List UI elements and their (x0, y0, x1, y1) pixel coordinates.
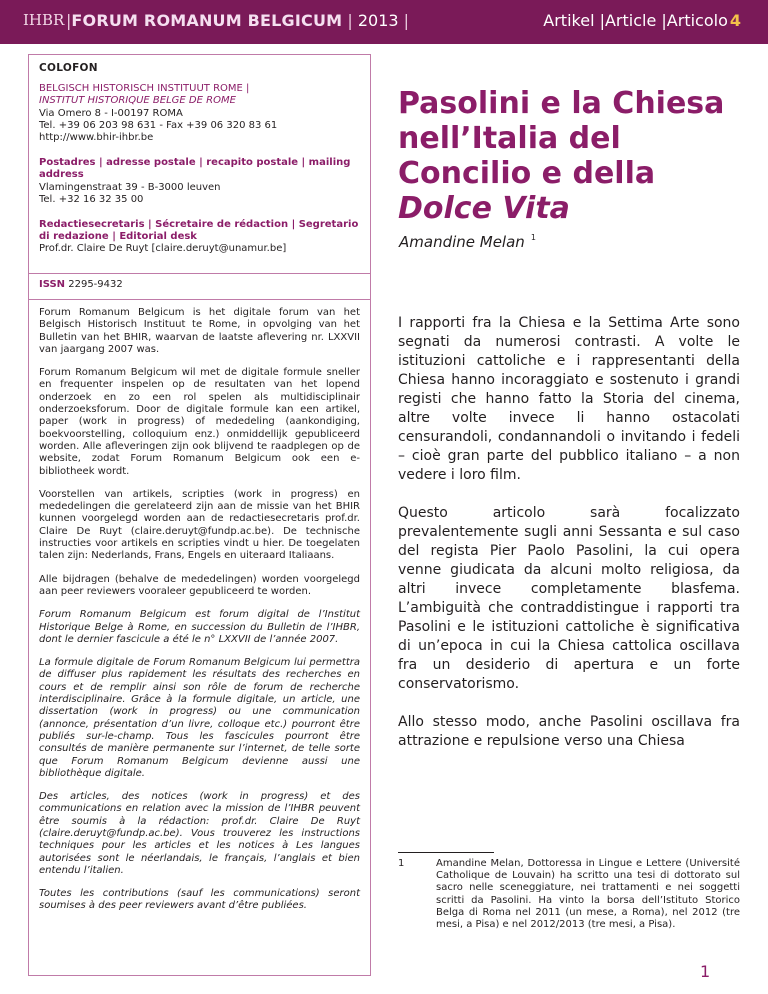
nl-paragraph-3: Voorstellen van artikels, scripties (work in progress) en mededelingen die gerelateerd zijn aan de missie van het BHIR kunnen voorgelegd worden aan de redactiesecretaris prof.dr. Claire De Ruyt (claire.deruyt@fundp.ac.be). De technische instructies voor artikels en scripties vindt u hier. De toegelaten talen zijn: Nederlands, Frans, Engels en uiteraard Italiaans. (39, 488, 360, 562)
postal-street: Vlamingenstraat 39 - B-3000 leuven (39, 181, 221, 193)
postal-heading: Postadres | adresse postale | recapito postale | mailing address (39, 157, 351, 181)
nl-paragraph-2: Forum Romanum Belgicum wil met de digitale formule sneller en frequenter inspelen op de resultaten van het lopend onderzoek en zo een rol spelen als multidisciplinair onderzoeksforum. Door de digitale formule kan een artikel, paper (work in progress) of mededeling (aankondiging, boekvoorstelling, colloquium enz.) onmiddellijk gepubliceerd worden. Alle afleveringen zijn ook blijvend te raadplegen op de website, zodat Forum Romanum Belgicum ook een e-bibliotheek wordt. (39, 367, 360, 477)
institute-fr: INSTITUT HISTORIQUE BELGE DE ROME (39, 95, 236, 107)
secretary-block (39, 219, 360, 256)
body-paragraph-1: I rapporti fra la Chiesa e la Settima Arte sono segnati da numerosi contrasti. A volte le istituzioni cattoliche e i rappresentanti della Chiesa hanno incoraggiato e sostenuto i grandi registi che hanno fatto la Storia del cinema, altre volte invece li hanno ostacolati censurandoli, condannandoli o invitando i fedeli – cioè gran parte del pubblico italiano – a non vedere i loro film. (398, 315, 740, 483)
institute-website[interactable]: http://www.bhir-ihbr.be (39, 132, 154, 144)
body-paragraph-3: Allo stesso modo, anche Pasolini oscillava fra attrazione e repulsione verso una Chiesa (398, 714, 740, 749)
issn-line (39, 279, 123, 291)
institute-nl: BELGISCH HISTORISCH INSTITUUT ROME | (39, 83, 250, 95)
colofon-box (28, 54, 371, 976)
nl-paragraph-1: Forum Romanum Belgicum is het digitale forum van het Belgisch Historisch Instituut te Rome, in opvolging van het Bulletin van het BHIR, waarvan de laatste aflevering nr. LXXVII van jaargang 2007 was. (39, 307, 360, 355)
footnote-number: 1 (398, 858, 405, 869)
postal-phone: Tel. +32 16 32 35 00 (39, 193, 144, 205)
title-italic: Dolce Vita (398, 191, 570, 226)
page-number: 1 (700, 962, 711, 981)
issn-value: 2295-9432 (68, 279, 123, 290)
footnote-text: Amandine Melan, Dottoressa in Lingue e Lettere (Université Catholique de Louvain) ha scritto una tesi di dottorato sul sacro nelle sceneggiature, nei trattamenti e nei soggetti scritti da Pasolini. Ha vinto la borsa dell’Istituto Storico Belga di Roma nel 2011 (un mese, a Roma), nel 2012 (tre mesi, a Pisa) e nel 2012/2013 (tre mesi, a Pisa). (436, 858, 740, 931)
forum-name: FORUM ROMANUM BELGICUM (71, 11, 343, 30)
institute-address: Via Omero 8 - I-00197 ROMA (39, 107, 183, 119)
author-footnote-ref[interactable]: 1 (530, 233, 536, 242)
institute-phone: Tel. +39 06 203 98 631 - Fax +39 06 320 83 61 (39, 119, 278, 131)
fr-paragraph-4: Toutes les contributions (sauf les communications) seront soumises à des peer reviewers avant d’être publiées. (39, 888, 360, 912)
fr-paragraph-1: Forum Romanum Belgicum est forum digital de l’Institut Historique Belge à Rome, en succession du Bulletin de l’IHBR, dont le dernier fascicule a été le n° LXXVII de l’année 2007. (39, 609, 360, 645)
issn-label: ISSN (39, 279, 66, 290)
colofon-title: COLOFON (39, 62, 98, 74)
ihbr-logo: IHBR (23, 11, 65, 29)
postal-block (39, 157, 360, 206)
fr-paragraph-3: Des articles, des notices (work in progress) et des communications en relation avec la mission de l’IHBR peuvent être soumis à la rédaction: prof.dr. Claire De Ruyt (claire.deruyt@fundp.ac.be). Vous trouverez les instructions techniques pour les articles et les notices à Les langues autorisées sont le néerlandais, le français, l’anglais et bien entendu l’italien. (39, 791, 360, 876)
section-label: Artikel |Article |Articolo 4 (543, 11, 741, 30)
body-paragraph-2: Questo articolo sarà focalizzato prevalentemente sugli anni Sessanta e sul caso del regista Pier Paolo Pasolini, la cui opera venne giudicata da alcuni molto religiosa, da altri invece completamente blasfema. L’ambiguità che contraddistingue i rapporti tra Pasolini e le istituzioni cattoliche è significativa di un’epoca in cui la Chiesa cattolica oscillava fra un desiderio di apertura e un forte conservatorismo. (398, 505, 740, 692)
divider (29, 299, 370, 300)
nl-paragraph-4: Alle bijdragen (behalve de mededelingen) worden voorgelegd aan peer reviewers vooraleer gepubliceerd te worden. (39, 573, 360, 597)
article-title: Pasolini e la Chiesa nell’Italia del Concilio e della Dolce Vita (398, 86, 725, 226)
header-page-number: 4 (729, 11, 741, 30)
journal-title: |FORUM ROMANUM BELGICUM | 2013 | (66, 11, 410, 30)
footnote-divider (398, 852, 494, 853)
divider (29, 273, 370, 274)
fr-paragraph-2: La formule digitale de Forum Romanum Belgicum lui permettra de diffuser plus rapidement les résultats des recherches en cours et de remplir ainsi son rôle de forum de recherche interdisciplinaire. Grâce à la formule digitale, un article, une dissertation (work in progress) ou une communication (annonce, présentation d’un livre, colloque etc.) pourront être publiés sur-le-champ. Tous les fascicules pourront être consultés de manière permanente sur l’internet, de telle sorte que Forum Romanum Belgicum devienne aussi une bibliothèque digitale. (39, 657, 360, 779)
colofon-text (39, 307, 360, 924)
article-body (398, 314, 740, 770)
article-author: Amandine Melan $^1$ (399, 233, 536, 251)
institute-block (39, 83, 360, 144)
footnote (398, 858, 740, 931)
year: 2013 (357, 11, 399, 30)
header-bar (0, 0, 768, 44)
secretary-heading: Redactiesecretaris | Sécretaire de rédaction | Segretario di redazione | Editorial desk (39, 219, 359, 243)
secretary-name: Prof.dr. Claire De Ruyt [claire.deruyt@unamur.be] (39, 243, 287, 255)
